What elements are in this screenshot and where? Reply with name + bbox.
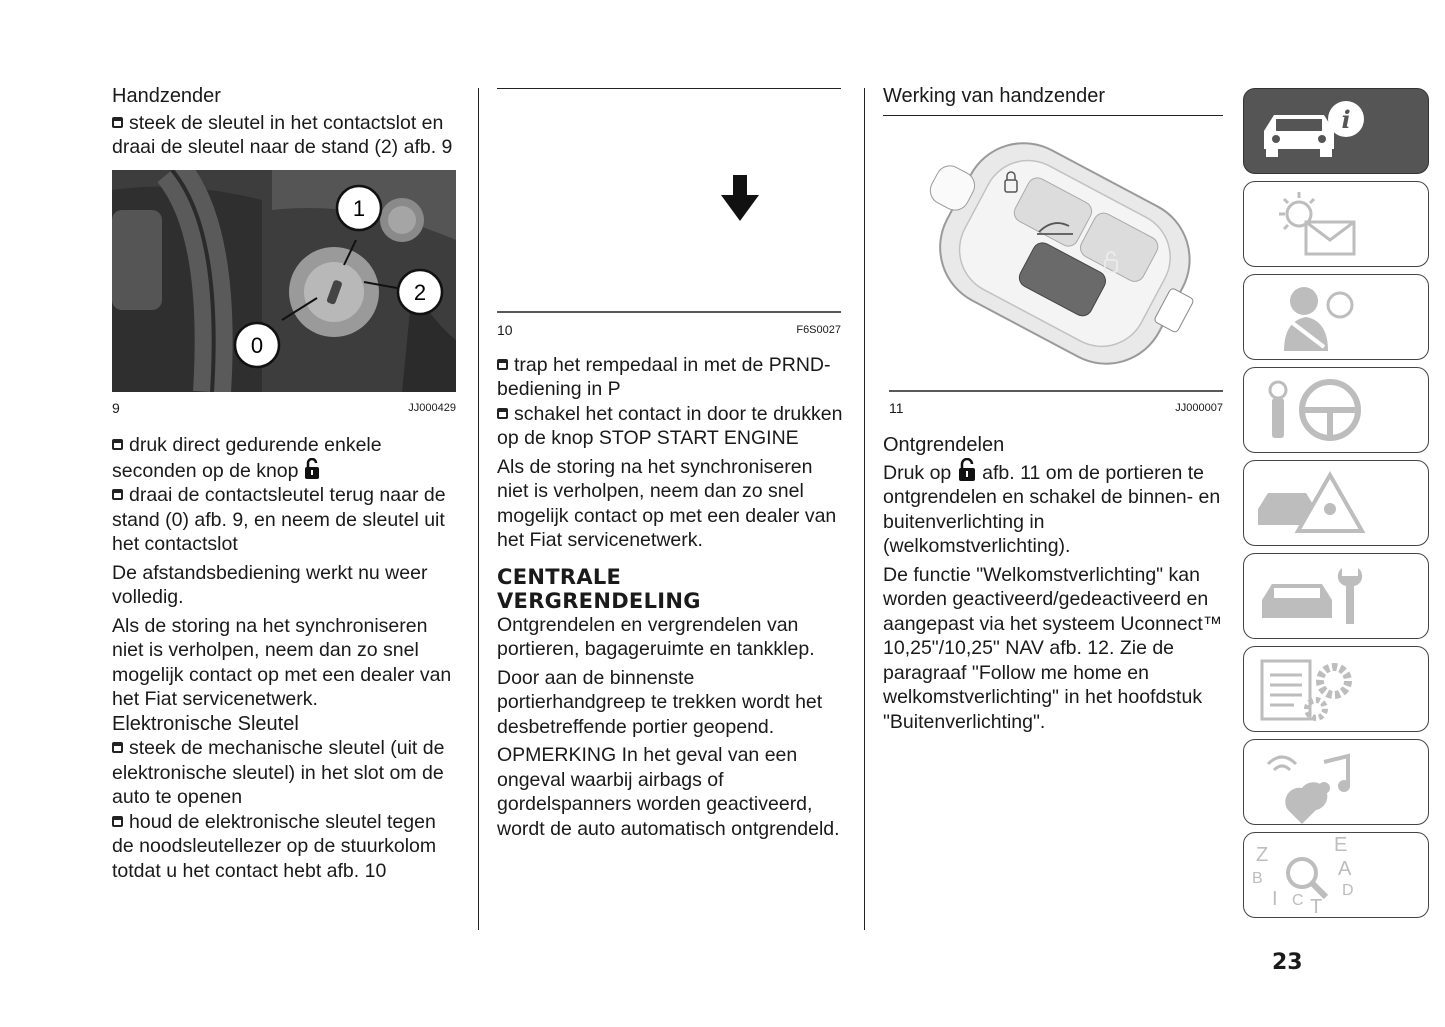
tab-starting-driving[interactable] bbox=[1243, 367, 1429, 453]
bullet-icon bbox=[112, 117, 123, 128]
tab-multimedia[interactable] bbox=[1243, 739, 1429, 825]
svg-text:2: 2 bbox=[413, 279, 427, 305]
figure-number: 11 bbox=[889, 400, 904, 416]
svg-text:E: E bbox=[1334, 834, 1348, 856]
callout-1 bbox=[337, 186, 381, 230]
paragraph: Door aan de binnenste portierhandgreep te trekken wordt het desbetreffende portier geopend. bbox=[497, 666, 823, 738]
step-turn-back: draai de contactsleutel terug naar de stand (0) afb. 9, en neem de sleutel uit het contactslot bbox=[112, 484, 446, 555]
heading-elektronische-sleutel: Elektronische Sleutel bbox=[112, 712, 299, 735]
figure-10 bbox=[497, 88, 847, 337]
svg-text:A: A bbox=[1338, 858, 1352, 880]
section-title-line: VERGRENDELING bbox=[497, 588, 701, 613]
heading-rule bbox=[883, 115, 1223, 116]
arrow-down-icon bbox=[721, 175, 759, 221]
multimedia-music-icon bbox=[1244, 740, 1430, 826]
tab-warning-lights[interactable] bbox=[1243, 181, 1429, 267]
heading-ontgrendelen: Ontgrendelen bbox=[883, 434, 1005, 456]
bullet-icon bbox=[112, 742, 123, 753]
tab-safety[interactable] bbox=[1243, 274, 1429, 360]
step-hold-key: houd de elektronische sleutel tegen de noodsleutellezer op de stuurkolom totdat u het contact hebt afb. 10 bbox=[112, 810, 437, 882]
tab-maintenance[interactable] bbox=[1243, 553, 1429, 639]
tab-emergency[interactable] bbox=[1243, 460, 1429, 546]
tab-car-info[interactable] bbox=[1243, 88, 1429, 174]
bullet-icon bbox=[497, 359, 508, 370]
ignition-photo bbox=[112, 170, 456, 392]
key-fob-illustration bbox=[889, 122, 1223, 392]
figure-code: JJ000429 bbox=[408, 402, 456, 414]
bullet-icon bbox=[112, 489, 123, 500]
svg-text:0: 0 bbox=[250, 332, 264, 358]
svg-text:1: 1 bbox=[352, 195, 366, 221]
paragraph: Ontgrendelen en vergrendelen van portieren, bagageruimte en tankklep. bbox=[497, 613, 815, 660]
column-2 bbox=[497, 84, 847, 841]
column-1 bbox=[112, 84, 462, 883]
paragraph: Als de storing na het synchroniseren niet is verholpen, neem dan zo snel mogelijk contact op met een dealer van het Fiat servicenetwerk. bbox=[112, 614, 452, 710]
step-brake-pedal: trap het rempedaal in met de PRND-bediening in P bbox=[497, 353, 831, 400]
step-contact: schakel het contact in door te drukken op de knop STOP START ENGINE bbox=[497, 402, 843, 449]
heading-werking-van-handzender: Werking van handzender bbox=[883, 85, 1105, 107]
step-insert-key: steek de sleutel in het contactslot en draai de sleutel naar de stand (2) afb. 9 bbox=[112, 111, 453, 158]
svg-text:T: T bbox=[1310, 896, 1323, 918]
step-press-button: druk direct gedurende enkele seconden op de knop bbox=[112, 434, 382, 482]
callout-2 bbox=[398, 270, 442, 314]
figure-11 bbox=[889, 122, 1228, 416]
column-divider bbox=[864, 88, 865, 930]
bullet-icon bbox=[497, 408, 508, 419]
paragraph: Als de storing na het synchroniseren niet is verholpen, neem dan zo snel mogelijk contact op met een dealer van het Fiat servicenetwerk. bbox=[497, 455, 837, 551]
svg-text:I: I bbox=[1272, 888, 1278, 910]
figure-number: 9 bbox=[112, 400, 120, 416]
callout-0 bbox=[235, 323, 279, 367]
section-title-centrale-vergrendeling bbox=[497, 565, 847, 613]
paragraph: OPMERKING In het geval van een ongeval waarbij airbags of gordelspanners worden geactiveerd, wordt de auto automatisch ontgrendeld. bbox=[497, 744, 840, 840]
paragraph-welcome-light: De functie "Welkomstverlichting" kan worden geactiveerd/gedeactiveerd en aangepast via het systeem Uconnect™ 10,25"/10,25" NAV afb. 12. Zie de paragraaf "Follow me home en welkomstverlichting" in het hoofdstuk "Buitenverlichting". bbox=[883, 563, 1223, 733]
column-divider bbox=[478, 88, 479, 930]
figure-10-placeholder bbox=[497, 89, 841, 313]
paragraph-unlock: Druk op afb. 11 om de portieren te ontgrendelen en schakel de binnen- en buitenverlichting in (welkomstverlichting). bbox=[883, 458, 1228, 559]
car-info-icon bbox=[1244, 89, 1430, 175]
page-number: 23 bbox=[1272, 950, 1303, 975]
system-name: Uconnect™ 10,25"/10,25" NAV bbox=[883, 612, 1223, 659]
svg-text:D: D bbox=[1342, 882, 1354, 899]
unlock-icon bbox=[957, 458, 977, 482]
alphabetical-index-icon bbox=[1244, 833, 1430, 919]
tab-technical-data[interactable] bbox=[1243, 646, 1429, 732]
unlock-icon bbox=[304, 458, 320, 480]
paragraph: De afstandsbediening werkt nu weer volledig. bbox=[112, 561, 428, 608]
bullet-icon bbox=[112, 439, 123, 450]
technical-data-gears-icon bbox=[1244, 647, 1430, 733]
warning-lights-message-icon bbox=[1244, 182, 1430, 268]
svg-text:Z: Z bbox=[1256, 844, 1269, 866]
column-3 bbox=[883, 84, 1228, 734]
step-mechanical-key: steek de mechanische sleutel (uit de elektronische sleutel) in het slot om de auto te openen bbox=[112, 737, 445, 808]
figure-number: 10 bbox=[497, 321, 513, 338]
emergency-warning-triangle-icon bbox=[1244, 461, 1430, 547]
svg-text:i: i bbox=[1341, 105, 1351, 134]
svg-text:B: B bbox=[1252, 870, 1263, 887]
airbag-seatbelt-icon bbox=[1244, 275, 1430, 361]
heading-handzender: Handzender bbox=[112, 85, 221, 107]
figure-code: F6S0027 bbox=[796, 323, 841, 336]
figure-9 bbox=[112, 170, 462, 416]
bullet-icon bbox=[112, 816, 123, 827]
car-maintenance-wrench-icon bbox=[1244, 554, 1430, 640]
key-steering-wheel-icon bbox=[1244, 368, 1430, 454]
tab-index[interactable] bbox=[1243, 832, 1429, 918]
svg-text:C: C bbox=[1292, 892, 1304, 909]
figure-code: JJ000007 bbox=[1175, 402, 1223, 414]
section-title-line: CENTRALE bbox=[497, 564, 622, 589]
